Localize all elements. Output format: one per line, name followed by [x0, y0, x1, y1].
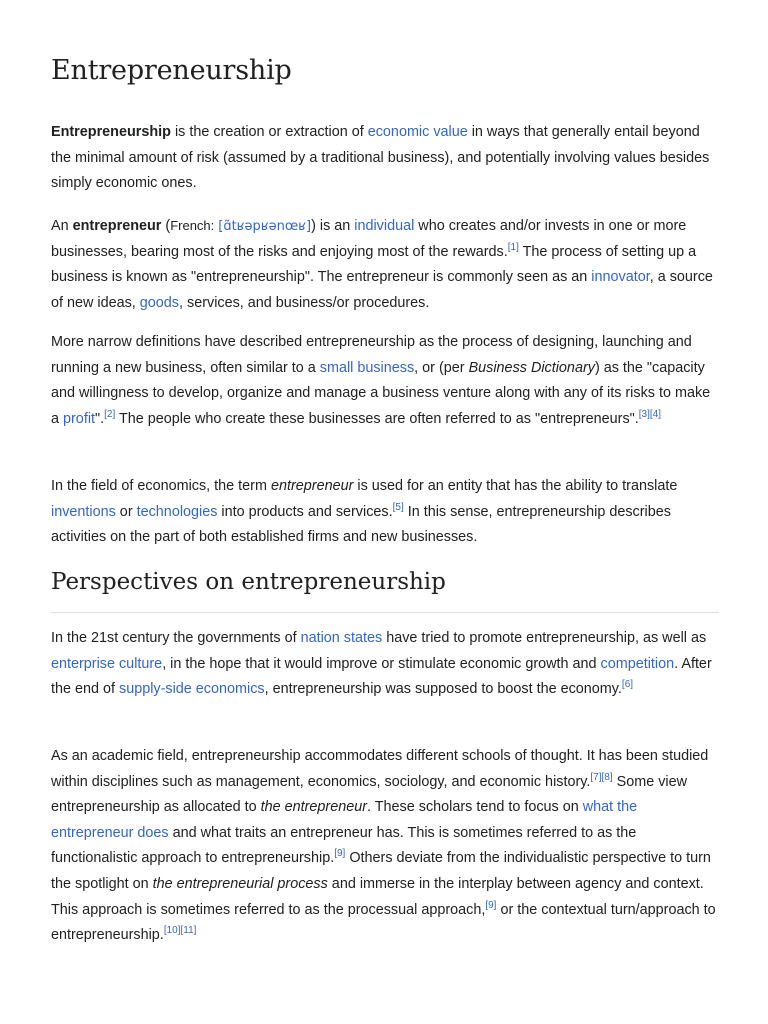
text: is the creation or extraction of: [170, 124, 368, 140]
text: In this sense, entrepreneurship describes activities on the part of both established firms and new businesses.: [51, 503, 671, 546]
link-what-the-entrepreneur-does[interactable]: what the entrepreneur does: [51, 799, 638, 841]
text: is used for an entity that has the ability to translate: [353, 478, 678, 494]
section-heading: Perspectives on entrepreneurship: [51, 569, 446, 595]
link-small-business[interactable]: small business: [319, 359, 415, 376]
text: As an academic field, entrepreneurship accommodates different schools of thought. It has been studied within disciplines such as management, economics, sociology, and economic history.: [51, 748, 709, 790]
italic-text: the entrepreneur: [260, 799, 368, 816]
paragraph-definitions: [51, 330, 719, 432]
text: into products and services.: [217, 503, 393, 520]
text: In the field of economics, the term: [51, 478, 271, 494]
paragraph-intro: [51, 120, 719, 197]
paragraph-governments: [51, 626, 719, 703]
paragraph-economics: [51, 474, 719, 551]
text: , entrepreneurship was supposed to boost the economy.: [264, 681, 622, 698]
italic-text: the entrepreneurial process: [152, 875, 328, 892]
paragraph-academic-field: [51, 744, 719, 949]
link-innovator[interactable]: innovator: [591, 269, 650, 286]
link-inventions[interactable]: inventions: [51, 503, 116, 520]
citation-ref[interactable]: [7]: [590, 771, 602, 783]
link-technologies[interactable]: technologies: [136, 503, 218, 520]
text: More narrow definitions have described entrepreneurship as the process of designing, launching and running a new business, often similar to a: [51, 334, 692, 376]
link-profit[interactable]: profit: [63, 410, 96, 427]
citation-ref[interactable]: [11]: [180, 925, 197, 937]
link-individual[interactable]: individual: [354, 218, 415, 234]
text: ) as the "capacity and willingness to develop, organize and manage a business venture along with any of its risks to make a: [51, 359, 711, 427]
language-label: French:: [170, 218, 215, 233]
text: . After the end of: [51, 655, 712, 698]
link-competition[interactable]: competition: [600, 655, 675, 672]
citation-ref[interactable]: [10]: [163, 925, 181, 937]
text: . These scholars tend to focus on: [367, 799, 583, 816]
citation-ref[interactable]: [4]: [649, 408, 662, 420]
text: ) is an: [311, 218, 355, 234]
text: , a source of new ideas,: [51, 269, 713, 311]
text: An: [51, 218, 73, 234]
citation-ref[interactable]: [8]: [601, 771, 613, 783]
text: Others deviate from the individualistic perspective to turn the spotlight on: [51, 850, 711, 892]
text: or the contextual turn/approach to entrepreneurship.: [51, 901, 716, 944]
text: in ways that generally entail beyond the minimal amount of risk (assumed by a traditional business), and potentially involving values besides simply economic ones.: [51, 124, 710, 192]
text: ".: [95, 410, 105, 427]
citation-ref[interactable]: [9]: [334, 848, 346, 860]
text: (: [161, 218, 171, 234]
text: have tried to promote entrepreneurship, as well as: [382, 630, 707, 646]
link-enterprise-culture[interactable]: enterprise culture: [51, 655, 163, 672]
text: and what traits an entrepreneur has. This is sometimes referred to as the functionalistic approach to entrepreneurship.: [51, 824, 637, 867]
citation-ref[interactable]: [1]: [507, 241, 519, 253]
link-ipa-pronunciation[interactable]: [ɑ̃tʁəpʁənœʁ]: [218, 219, 312, 234]
italic-text: entrepreneur: [270, 478, 354, 494]
bold-term: entrepreneur: [72, 218, 162, 234]
text: and immerse in the interplay between agency and context. This approach is sometimes referred to as the processual approach,: [51, 875, 704, 918]
text: , in the hope that it would improve or stimulate economic growth and: [162, 655, 601, 672]
link-goods[interactable]: goods: [139, 294, 180, 311]
section-divider: [51, 612, 719, 613]
text: In the 21st century the governments of: [51, 630, 301, 646]
page-title: Entrepreneurship: [51, 55, 292, 86]
text: who creates and/or invests in one or more businesses, bearing most of the risks and enjoying most of the rewards.: [51, 218, 687, 260]
paragraph-entrepreneur: [51, 213, 719, 316]
text: The people who create these businesses are often referred to as "entrepreneurs".: [115, 410, 639, 427]
citation-ref[interactable]: [5]: [392, 501, 404, 513]
text: or: [115, 503, 137, 520]
citation-ref[interactable]: [6]: [621, 679, 634, 691]
bold-term: Entrepreneurship: [51, 124, 171, 140]
link-nation-states[interactable]: nation states: [300, 630, 383, 646]
text: , or (per: [414, 359, 469, 376]
link-supply-side-economics[interactable]: supply-side economics: [119, 681, 265, 698]
link-economic-value[interactable]: economic value: [367, 124, 468, 140]
text: Some view entrepreneurship as allocated to: [51, 773, 688, 816]
citation-ref[interactable]: [2]: [104, 408, 116, 420]
citation-ref[interactable]: [9]: [485, 899, 497, 911]
text: , services, and business/or procedures.: [179, 294, 430, 311]
citation-ref[interactable]: [3]: [638, 408, 650, 420]
text: The process of setting up a business is known as "entrepreneurship". The entrepreneur is commonly seen as an: [51, 243, 697, 286]
italic-text: Business Dictionary: [468, 359, 595, 376]
